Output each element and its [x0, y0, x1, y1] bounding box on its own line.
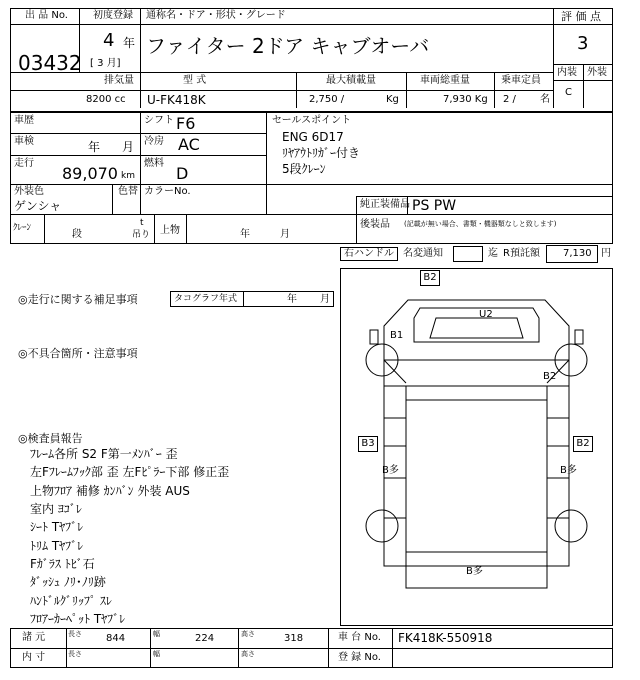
car-name-label: 通称名・ドア・形状・グレード — [146, 10, 286, 21]
handle-value: 右ハンドル — [344, 248, 394, 259]
aftermarket-label: 後装品 — [360, 219, 390, 230]
tray-year-unit: 年 — [240, 229, 250, 240]
inner-length-label: 長さ — [68, 650, 82, 658]
damage-mark-u2: U2 — [479, 309, 493, 320]
inspector-line: ｼｰﾄ Tﾔﾌﾞﾚ — [30, 520, 84, 534]
shift-label: シフト — [144, 115, 174, 126]
wheel-rear-left — [366, 510, 398, 542]
cargo-bed — [384, 386, 569, 566]
cargo-floor — [406, 386, 547, 566]
sales-point-line: ENG 6D17 — [282, 130, 344, 144]
gvw-value: 7,930 Kg — [443, 94, 488, 105]
inspector-line: 室内 ﾖｺﾞﾚ — [30, 502, 82, 516]
inspector-line: ﾌﾛｱｰｶｰﾍﾟｯﾄ Tﾔﾌﾞﾚ — [30, 612, 126, 626]
windshield — [430, 318, 523, 338]
color-code-label: カラーNo. — [144, 186, 191, 197]
fuel-label: 燃料 — [144, 158, 164, 169]
inspection-year-unit: 年 — [88, 140, 101, 154]
damage-mark-b-many-right: B多 — [560, 465, 577, 476]
inspector-line: 上物ﾌﾛｱ 補修 ｶﾝﾊﾞﾝ 外装 AUS — [30, 484, 190, 498]
max-load-unit: Kg — [386, 94, 399, 105]
damage-mark-b2-top: B2 — [420, 270, 440, 286]
inspector-line: 左Fﾌﾚｰﾑﾌｯｸ部 歪 左Fﾋﾟﾗｰ下部 修正歪 — [30, 465, 230, 479]
lot-number: 03432 — [18, 51, 82, 75]
history-label: 車歴 — [14, 115, 34, 126]
sales-point-line: 5段ｸﾚｰﾝ — [282, 162, 326, 176]
exterior-color-label: 外装色 — [14, 186, 44, 197]
equipment-label: 純正装備品 — [360, 199, 410, 210]
height-label: 高さ — [241, 630, 255, 638]
recycle-label: R預託額 — [503, 248, 540, 259]
odometer-notice-label: 名変通知 — [403, 248, 443, 259]
width-value: 224 — [195, 633, 215, 644]
inspector-line: ﾌﾚｰﾑ各所 S2 F第一ﾒﾝﾊﾞｰ 歪 — [30, 447, 178, 461]
mileage-unit: km — [121, 171, 135, 181]
inspector-report-title: ◎検査員報告 — [18, 432, 83, 445]
ac-label: 冷房 — [144, 136, 164, 147]
chassis-no-label: 車 台 No. — [338, 632, 381, 643]
height-value: 318 — [284, 633, 304, 644]
length-value: 844 — [106, 633, 126, 644]
inspection-month-unit: 月 — [122, 140, 135, 154]
defect-remarks-title: ◎不具合箇所・注意事項 — [18, 347, 138, 360]
odometer-notice-box — [453, 246, 483, 262]
pass-label: 迄 — [488, 248, 498, 259]
inspector-line: ﾀﾞｯｼｭ ﾉﾘ･ﾉﾘ跡 — [30, 575, 106, 589]
inner-height-label: 高さ — [241, 650, 255, 658]
cab-outline — [384, 300, 569, 360]
tray-label: 上物 — [160, 225, 180, 236]
aftermarket-note: (記載が無い場合、書類・機器類なしと致します) — [404, 220, 557, 228]
car-name: ファイター 2ドア キャブオーバ — [146, 34, 430, 58]
color-change-label: 色替 — [118, 186, 138, 197]
max-load-label: 最大積載量 — [326, 75, 376, 86]
recycle-unit: 円 — [601, 248, 611, 259]
gvw-label: 車両総重量 — [420, 75, 470, 86]
inspector-line: ﾊﾝﾄﾞﾙｸﾞﾘｯﾌﾟ ｽﾚ — [30, 594, 112, 608]
registration-no-label: 登 録 No. — [338, 652, 381, 663]
exterior-color-value: ゲンシャ — [14, 199, 62, 213]
equipment-value: PS PW — [412, 198, 457, 214]
model-label: 型 式 — [183, 75, 207, 86]
grade-label: 評 価 点 — [561, 10, 601, 23]
tachograph-month-unit: 月 — [320, 294, 330, 305]
outer-dimensions-label: 諸 元 — [22, 632, 46, 643]
inner-dimensions-label: 内 寸 — [22, 652, 46, 663]
displacement-label: 排気量 — [104, 75, 134, 86]
tachograph-label: タコグラフ年式 — [174, 294, 238, 304]
crane-ton-unit: t — [140, 218, 144, 228]
inspector-line: Fｶﾞﾗｽ ﾄﾋﾞ石 — [30, 557, 95, 571]
crane-hook-unit: 吊り — [132, 230, 151, 240]
crane-stage-unit: 段 — [72, 229, 82, 240]
lot-label: 出 品 No. — [25, 10, 68, 21]
damage-mark-b3-left: B3 — [358, 436, 378, 452]
sales-point-title: セールスポイント — [272, 115, 352, 126]
inner-width-label: 幅 — [153, 650, 160, 658]
mirror-left — [370, 330, 378, 344]
grade-value: 3 — [577, 33, 589, 54]
registration-month: [ 3 月] — [90, 58, 121, 69]
registration-year: 4 — [103, 30, 115, 51]
exterior-label: 外装 — [587, 67, 607, 78]
tachograph-year-unit: 年 — [287, 294, 297, 305]
shift-value: F6 — [176, 114, 196, 133]
ac-value: AC — [178, 135, 200, 154]
damage-mark-b2-right: B2 — [573, 436, 593, 452]
damage-mark-b1: B1 — [390, 330, 404, 341]
displacement-value: 8200 cc — [86, 94, 126, 105]
recycle-amount: 7,130 — [563, 248, 592, 259]
length-label: 長さ — [68, 630, 82, 638]
driving-remarks-title: ◎走行に関する補足事項 — [18, 293, 138, 306]
cab-roof — [414, 308, 539, 342]
crane-label: ｸﾚｰﾝ — [13, 223, 32, 233]
mirror-right — [575, 330, 583, 344]
mileage-label: 走行 — [14, 158, 34, 169]
damage-mark-b2-right-upper: B2 — [543, 371, 557, 382]
registration-year-unit: 年 — [123, 36, 136, 50]
interior-label: 内装 — [557, 67, 577, 78]
capacity-label: 乗車定員 — [501, 75, 541, 86]
capacity-unit: 名 — [540, 94, 550, 105]
inspection-label: 車検 — [14, 136, 34, 147]
inspector-line: ﾄﾘﾑ Tﾔﾌﾞﾚ — [30, 539, 84, 553]
capacity-value: 2 / — [503, 94, 516, 105]
wheel-rear-right — [555, 510, 587, 542]
width-label: 幅 — [153, 630, 160, 638]
model-value: U-FK418K — [147, 93, 206, 107]
damage-mark-b-many-left: B多 — [382, 465, 399, 476]
interior-grade: C — [565, 87, 572, 98]
fuel-value: D — [176, 164, 189, 183]
chassis-no-value: FK418K-550918 — [398, 631, 493, 645]
mileage-value: 89,070 — [62, 164, 118, 183]
first-registration-label: 初度登録 — [93, 10, 133, 21]
tray-month-unit: 月 — [280, 229, 290, 240]
damage-mark-b-many-bottom: B多 — [466, 566, 483, 577]
sales-point-line: ﾘﾔｱｳﾄﾘｶﾞｰ付き — [282, 146, 361, 160]
max-load-value: 2,750 / — [309, 94, 345, 105]
